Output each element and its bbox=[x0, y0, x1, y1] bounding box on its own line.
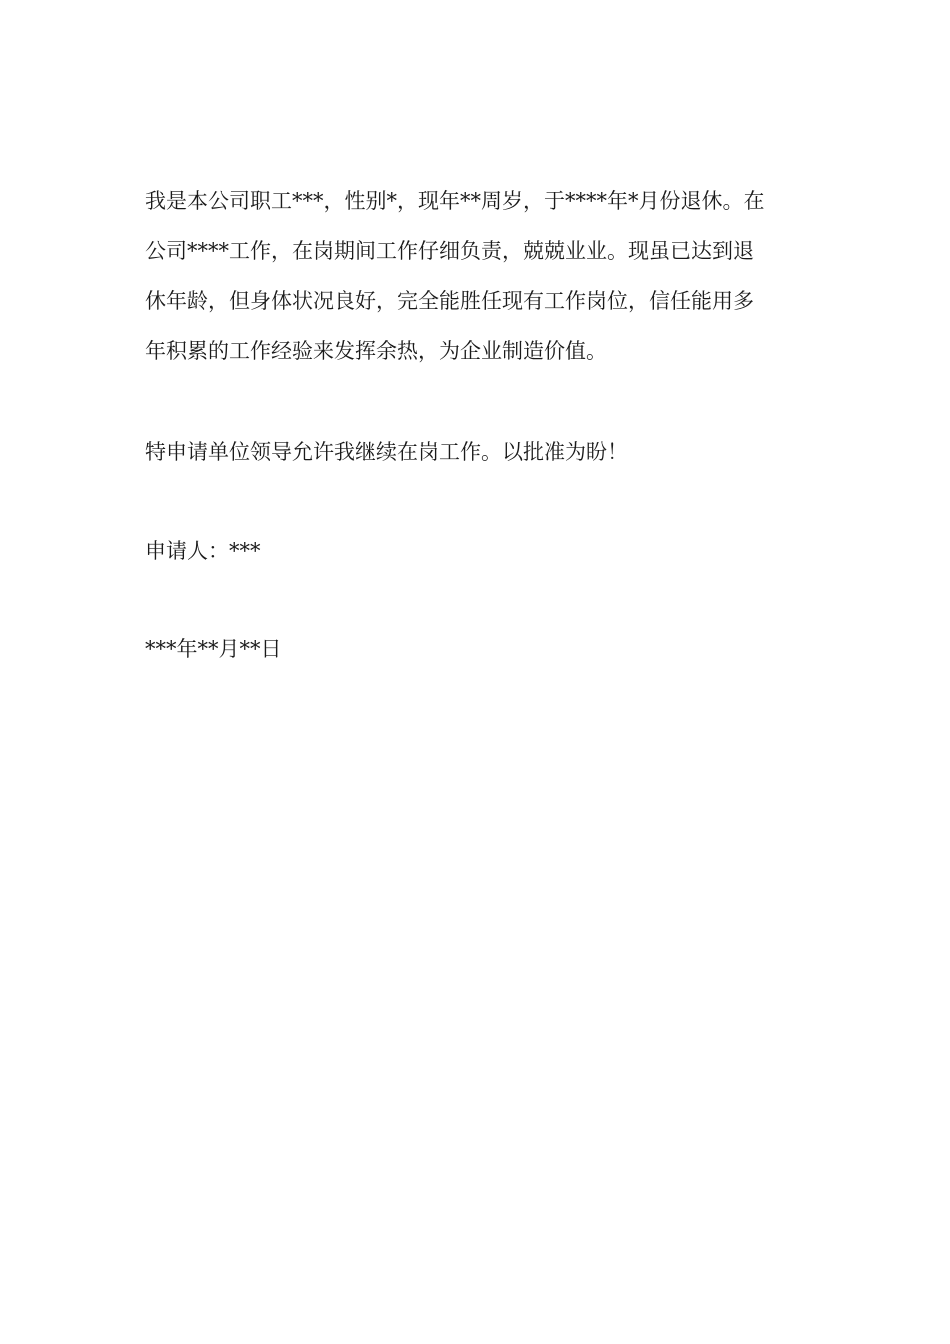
body-line-1: 我是本公司职工***，性别*，现年**周岁，于****年*月份退休。在 bbox=[145, 189, 765, 213]
applicant-text: 申请人：*** bbox=[145, 539, 261, 563]
body-paragraph bbox=[145, 176, 815, 376]
applicant-line bbox=[145, 526, 815, 576]
date-text: ***年**月**日 bbox=[145, 637, 282, 661]
body-line-4: 年积累的工作经验来发挥余热，为企业制造价值。 bbox=[145, 339, 607, 363]
body-line-2: 公司****工作，在岗期间工作仔细负责，兢兢业业。现虽已达到退 bbox=[145, 239, 754, 263]
request-paragraph bbox=[145, 427, 815, 477]
date-line bbox=[145, 624, 815, 674]
body-line-3: 休年龄，但身体状况良好，完全能胜任现有工作岗位，信任能用多 bbox=[145, 289, 754, 313]
request-text: 特申请单位领导允许我继续在岗工作。以批准为盼！ bbox=[145, 440, 628, 464]
